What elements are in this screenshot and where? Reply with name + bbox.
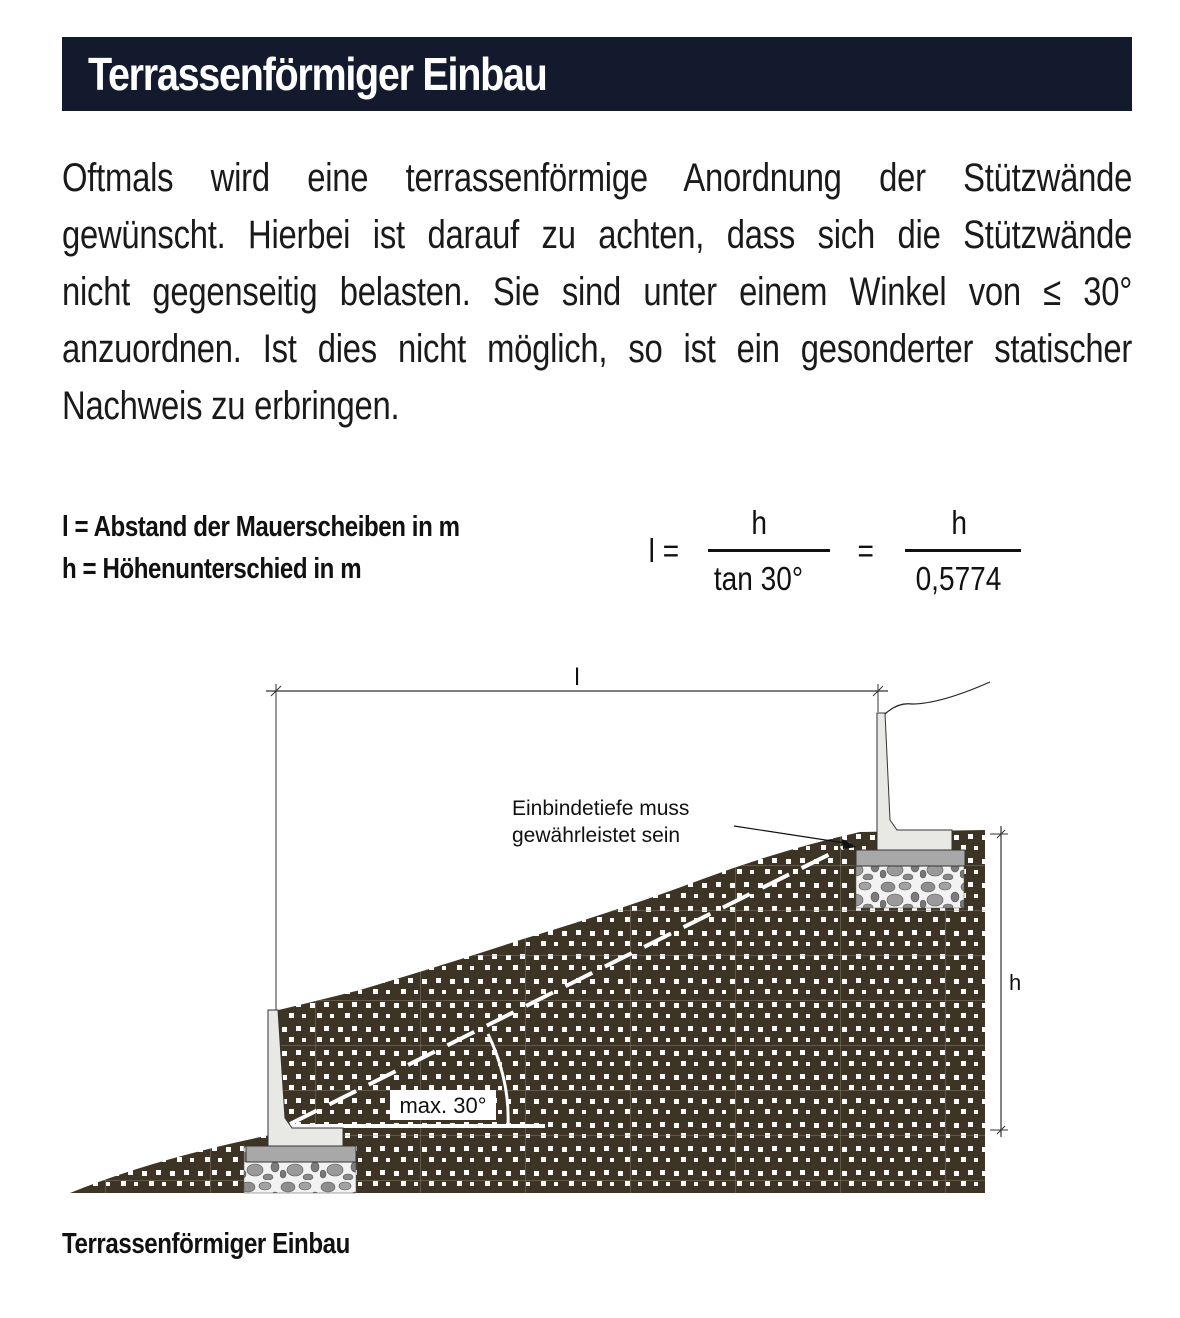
formula-denominator-2: 0,5774 [915,560,1002,597]
terrace-diagram [0,640,1180,1210]
dimension-l-label: l [574,664,580,691]
body-line: Nachweis zu erbringen. [62,384,400,428]
lower-footing [246,1146,356,1162]
formula-numerator-1: h [751,504,767,541]
legend-l-definition: l = Abstand der Mauerscheiben in m [62,511,460,543]
upper-footing [856,850,965,866]
legend-h-definition: h = Höhenunterschied in m [62,553,362,585]
title-bar [62,37,1132,111]
annotation-line-2: gewährleistet sein [512,824,681,847]
page-title: Terrassenförmiger Einbau [88,48,547,100]
body-paragraph [62,150,1132,435]
formula-lhs: l = [648,532,680,569]
dimension-h-label: h [1009,970,1022,995]
upper-terrain-line [885,682,990,714]
upper-wall-stem [877,713,952,850]
body-line: anzuordnen. Ist dies nicht möglich, so ist ein gesonderter statischer [62,327,1133,371]
body-line: gewünscht. Hierbei ist darauf zu achten, dass sich die Stützwände [62,213,1133,257]
upper-gravel-bed [856,866,964,908]
soil-slope [70,830,985,1193]
fraction-line-1 [708,549,830,552]
embedment-annotation [512,797,857,849]
variable-legend [62,506,541,590]
body-line: nicht gegenseitig belasten. Sie sind unter einem Winkel von ≤ 30° [62,270,1133,314]
dimension-h [990,826,1021,1137]
annotation-line-1: Einbindetiefe muss [512,797,690,820]
formula-numerator-2: h [951,504,967,541]
fraction-line-2 [905,549,1021,552]
formula-denominator-1: tan 30° [713,560,804,597]
formula [640,500,1060,610]
figure-caption: Terrassenförmiger Einbau [62,1228,350,1260]
formula-equals: = [857,532,874,569]
angle-label: max. 30° [399,1093,487,1118]
body-line: Oftmals wird eine terrassenförmige Anordnung der Stützwände [62,156,1133,200]
